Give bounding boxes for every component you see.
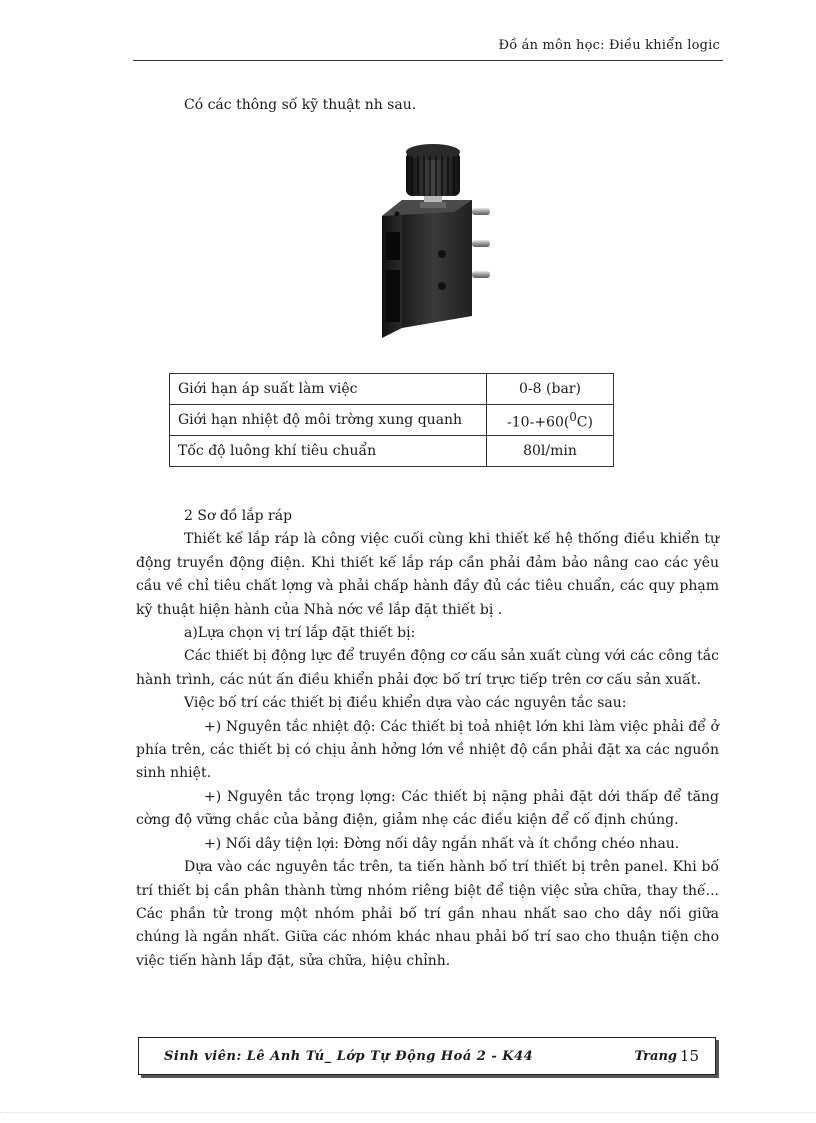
- bottom-divider: [0, 1112, 816, 1113]
- valve-figure: [372, 138, 512, 338]
- spec-value-prefix: -10-+60(: [507, 414, 570, 431]
- rule-item: +) Nguyên tắc trọng lợng: Các thiết bị nặng phải đặt dới thấp để tăng cờng độ vững chắc của bảng điện, giảm nhẹ các điều kiện để cố định chúng.: [136, 788, 719, 829]
- spec-value-superscript: 0: [569, 409, 577, 424]
- footer-page-label: Trang: [634, 1049, 677, 1064]
- pneumatic-push-valve-icon: [372, 138, 512, 338]
- page-header-title: Đồ án môn học: Điều khiển logic: [498, 38, 720, 53]
- table-row: [170, 436, 614, 467]
- rule-item: +) Nguyên tắc nhiệt độ: Các thiết bị toả nhiệt lớn khi làm việc phải để ở phía trên, các thiết bị có chịu ảnh hởng lớn về nhiệt độ cần phải đặt xa các nguồn sinh nhiệt.: [136, 718, 719, 782]
- body-text: [136, 505, 719, 973]
- table-row: [170, 405, 614, 436]
- specs-table: [169, 373, 614, 467]
- spec-label: Tốc độ luông khí tiêu chuẩn: [170, 436, 487, 467]
- paragraph: Thiết kế lắp ráp là công việc cuối cùng khi thiết kế hệ thống điều khiển tự động truyền động điện. Khi thiết kế lắp ráp cần phải đảm bảo nâng cao các yêu cầu về chỉ tiêu chất lợng và phải chấp hành đầy đủ các tiêu chuẩn, các quy phạm kỹ thuật hiện hành của Nhà nớc về lắp đặt thiết bị .: [136, 531, 719, 618]
- page-footer: [138, 1037, 716, 1075]
- header-divider: [133, 60, 723, 61]
- spec-value: 80l/min: [487, 436, 614, 467]
- paragraph: Dựa vào các nguyên tắc trên, ta tiến hành bố trí thiết bị trên panel. Khi bố trí thiết bị cần phân thành từng nhóm riêng biệt để tiện việc sửa chữa, thay thế... Các phần tử trong một nhóm phải bố trí gần nhau nhất sao cho dây nối giữa chúng là ngắn nhất. Giữa các nhóm khác nhau phải bố trí sao cho thuận tiện cho việc tiến hành lắp đặt, sửa chữa, hiệu chỉnh.: [136, 859, 719, 969]
- paragraph: Việc bố trí các thiết bị điều khiển dựa vào các nguyên tắc sau:: [184, 695, 627, 712]
- footer-author: Sinh viên: Lê Anh Tú_ Lớp Tự Động Hoá 2 - K44: [164, 1049, 534, 1064]
- subsection-heading: a)Lựa chọn vị trí lắp đặt thiết bị:: [184, 625, 416, 642]
- section-heading: 2 Sơ đồ lắp ráp: [184, 508, 293, 524]
- footer-page-number: 15: [679, 1047, 699, 1065]
- spec-label: Giới hạn nhiệt độ môi trờng xung quanh: [170, 405, 487, 436]
- table-row: [170, 374, 614, 405]
- spec-value-suffix: C): [576, 414, 593, 431]
- spec-value: 0-8 (bar): [487, 374, 614, 405]
- intro-line: Có các thông số kỹ thuật nh sau.: [184, 97, 417, 113]
- paragraph: Các thiết bị động lực để truyền động cơ cấu sản xuất cùng với các công tắc hành trình, các nút ấn điều khiển phải đợc bố trí trực tiếp trên cơ cấu sản xuất.: [136, 648, 719, 688]
- rule-item: +) Nối dây tiện lợi: Đờng nối dây ngắn nhất và ít chồng chéo nhau.: [204, 835, 680, 852]
- spec-label: Giới hạn áp suất làm việc: [170, 374, 487, 405]
- spec-value: [487, 405, 614, 436]
